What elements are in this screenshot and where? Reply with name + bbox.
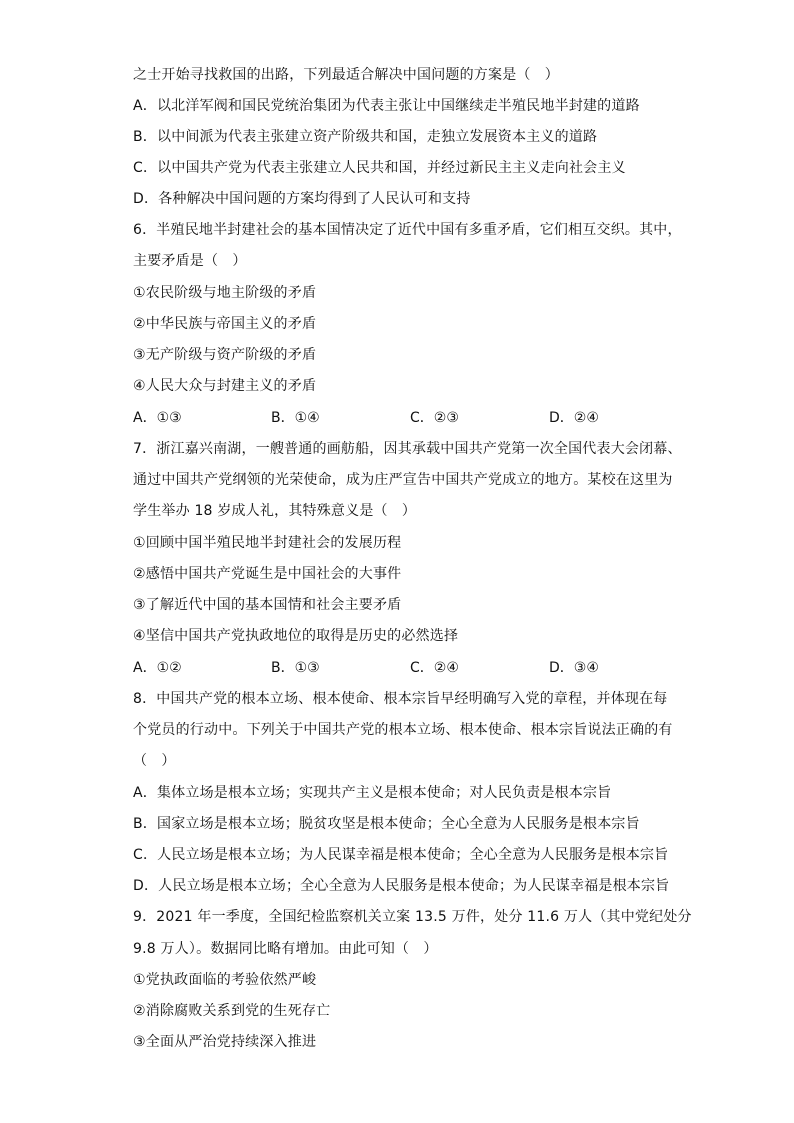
q8-option-a: A．集体立场是根本立场；实现共产主义是根本使命；对人民负责是根本宗旨	[133, 785, 612, 801]
q6-statement-1: ①农民阶级与地主阶级的矛盾	[133, 285, 317, 301]
q6-option-b: B．①④	[271, 410, 320, 426]
q8-option-b: B．国家立场是根本立场；脱贫攻坚是根本使命；全心全意为人民服务是根本宗旨	[133, 816, 640, 832]
q6-statement-2: ②中华民族与帝国主义的矛盾	[133, 316, 317, 332]
q8-stem-cont-1: 个党员的行动中。下列关于中国共产党的根本立场、根本使命、根本宗旨说法正确的有	[133, 722, 673, 738]
q7-option-a: A．①②	[133, 660, 182, 676]
q5-stem-cont: 之士开始寻找救国的出路，下列最适合解决中国问题的方案是（ ）	[133, 67, 559, 83]
q6-stem-cont: 主要矛盾是（ ）	[133, 253, 247, 269]
q8-stem-cont-2: （ ）	[133, 753, 176, 769]
q7-stem-cont-2: 学生举办 18 岁成人礼，其特殊意义是（ ）	[133, 503, 417, 519]
q5-option-d: D．各种解决中国问题的方案均得到了人民认可和支持	[133, 191, 471, 207]
q9-stem: 9．2021 年一季度，全国纪检监察机关立案 13.5 万件，处分 11.6 万人（其中党纪处分	[133, 909, 692, 925]
q5-option-a: A．以北洋军阀和国民党统治集团为代表主张让中国继续走半殖民地半封建的道路	[133, 98, 640, 114]
q7-statement-4: ④坚信中国共产党执政地位的取得是历史的必然选择	[133, 628, 459, 644]
q7-statement-2: ②感悟中国共产党诞生是中国社会的大事件	[133, 566, 402, 582]
q6-stem: 6．半殖民地半封建社会的基本国情决定了近代中国有多重矛盾，它们相互交织。其中，	[133, 222, 682, 238]
q5-option-b: B．以中间派为代表主张建立资产阶级共和国，走独立发展资本主义的道路	[133, 129, 598, 145]
q7-stem-cont-1: 通过中国共产党纲领的光荣使命，成为庄严宣告中国共产党成立的地方。某校在这里为	[133, 472, 673, 488]
q9-stem-cont: 9.8 万人）。数据同比略有增加。由此可知（ ）	[133, 941, 438, 957]
q7-stem: 7．浙江嘉兴南湖，一艘普通的画舫船，因其承载中国共产党第一次全国代表大会闭幕、	[133, 441, 682, 457]
q7-statement-3: ③了解近代中国的基本国情和社会主要矛盾	[133, 597, 402, 613]
q7-option-c: C．②④	[410, 660, 459, 676]
q7-statement-1: ①回顾中国半殖民地半封建社会的发展历程	[133, 535, 402, 551]
q6-option-c: C．②③	[410, 410, 459, 426]
q7-option-d: D．③④	[549, 660, 599, 676]
q8-option-d: D．人民立场是根本立场；全心全意为人民服务是根本使命；为人民谋幸福是根本宗旨	[133, 878, 670, 894]
q7-option-b: B．①③	[271, 660, 320, 676]
q9-statement-1: ①党执政面临的考验依然严峻	[133, 972, 317, 988]
q6-statement-4: ④人民大众与封建主义的矛盾	[133, 378, 317, 394]
q9-statement-2: ②消除腐败关系到党的生死存亡	[133, 1003, 331, 1019]
q6-option-d: D．②④	[549, 410, 599, 426]
q6-statement-3: ③无产阶级与资产阶级的矛盾	[133, 347, 317, 363]
q8-option-c: C．人民立场是根本立场；为人民谋幸福是根本使命；全心全意为人民服务是根本宗旨	[133, 847, 669, 863]
q6-option-a: A．①③	[133, 410, 182, 426]
q5-option-c: C．以中国共产党为代表主张建立人民共和国，并经过新民主主义走向社会主义	[133, 160, 626, 176]
q9-statement-3: ③全面从严治党持续深入推进	[133, 1034, 317, 1050]
q8-stem: 8．中国共产党的根本立场、根本使命、根本宗旨早经明确写入党的章程，并体现在每	[133, 691, 668, 707]
